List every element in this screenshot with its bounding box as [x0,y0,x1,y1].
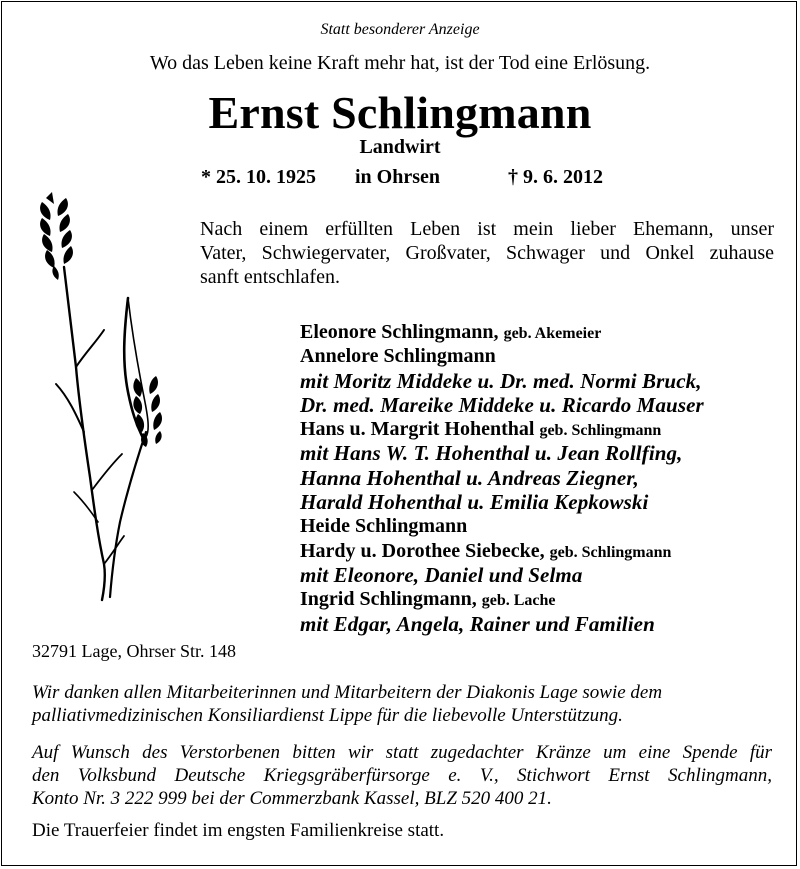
donation-line: den Volksbund Deutsche Kriegsgräberfürsorge e. V., Stichwort Ernst Schlingmann, [32,765,772,786]
family-member: mit Hans W. T. Hohenthal u. Jean Rollfing, [300,441,683,466]
address: 32791 Lage, Ohrser Str. 148 [32,641,236,661]
closing-line: Die Trauerfeier findet im engsten Familienkreise statt. [32,820,445,841]
family-member: Hans u. Margrit Hohenthal geb. Schlingmann [300,418,662,441]
family-member: Hanna Hohenthal u. Andreas Ziegner, [300,465,639,490]
family-member: Ingrid Schlingmann, geb. Lache [300,588,556,611]
message-line: Vater, Schwiegervater, Großvater, Schwager und Onkel zuhause [200,242,774,264]
family-member: mit Edgar, Angela, Rainer und Familien [300,611,655,636]
message-line: Nach einem erfüllten Leben ist mein lieber Ehemann, unser [200,218,774,240]
donation-line: Konto Nr. 3 222 999 bei der Commerzbank Kassel, BLZ 520 400 21. [32,788,552,809]
motto: Wo das Leben keine Kraft mehr hat, ist der Tod eine Erlösung. [149,52,651,74]
message-text [200,217,774,289]
donation-line: Auf Wunsch des Verstorbenen bitten wir statt zugedachter Kränze um eine Spende für [32,742,772,763]
family-member: Eleonore Schlingmann, geb. Akemeier [300,321,602,343]
family-list [300,320,780,636]
thanks-line: Wir danken allen Mitarbeiterinnen und Mitarbeitern der Diakonis Lage sowie dem [32,682,663,703]
deceased-name: Ernst Schlingmann [208,87,592,138]
birth-date: * 25. 10. 1925 [201,166,316,188]
donation-paragraph [32,741,772,810]
message-line: sanft entschlafen. [200,266,340,288]
family-member: Harald Hohenthal u. Emilia Kepkowski [300,490,649,515]
family-member: Dr. med. Mareike Middeke u. Ricardo Mauser [300,392,704,417]
death-date: † 9. 6. 2012 [508,166,603,188]
family-member: Annelore Schlingmann [300,345,496,368]
birth-place: in Ohrsen [355,166,441,188]
family-member: mit Moritz Middeke u. Dr. med. Normi Bruck, [300,368,702,393]
thanks-paragraph [32,681,772,727]
wheat-ears-icon [32,192,182,612]
family-member: Hardy u. Dorothee Siebecke, geb. Schlingmann [300,539,672,562]
family-member: mit Eleonore, Daniel und Selma [300,562,583,587]
thanks-line: palliativmedizinischen Konsiliardienst Lippe für die liebevolle Unterstützung. [32,705,623,726]
family-member: Heide Schlingmann [300,515,468,538]
occupation: Landwirt [359,136,441,158]
intro-line: Statt besonderer Anzeige [320,21,480,38]
